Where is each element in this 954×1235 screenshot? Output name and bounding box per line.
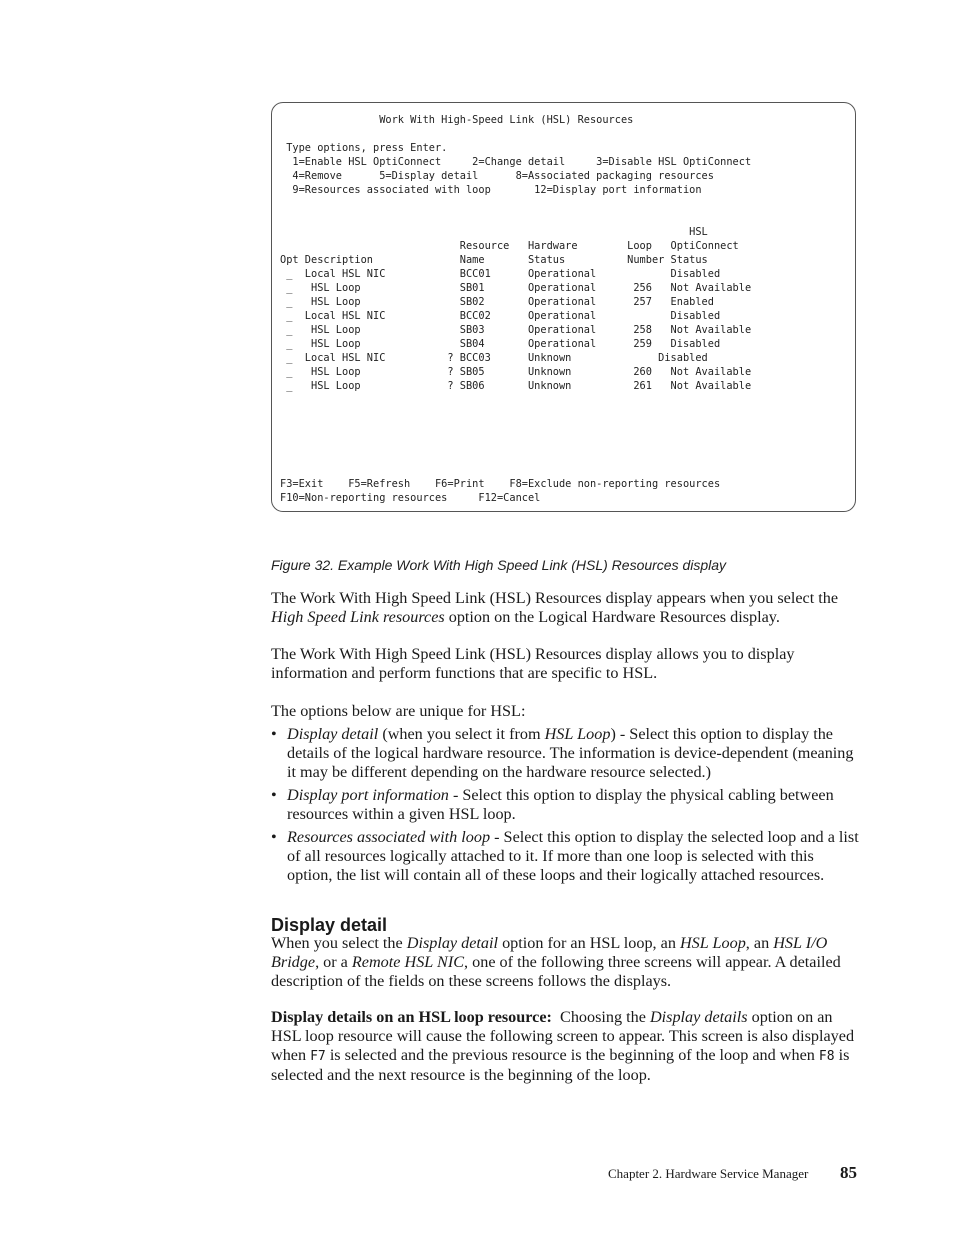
- figure-caption: Figure 32. Example Work With High Speed Link (HSL) Resources display: [271, 557, 727, 573]
- bold-lead: Display details on an HSL loop resource:: [271, 1008, 552, 1026]
- terminal-screen-text: [280, 113, 751, 505]
- option-term: Display detail: [287, 725, 379, 743]
- paragraph-intro: [271, 589, 861, 627]
- screen-line: _ HSL Loop ? SB06 Unknown 261 Not Available: [286, 380, 752, 392]
- screen-line: Opt Description Name Status Number Status: [280, 254, 708, 266]
- screen-line: 9=Resources associated with loop 12=Display port information: [292, 184, 702, 196]
- italic-term: HSL I/O Bridge: [271, 934, 828, 971]
- screen-line: 4=Remove 5=Display detail 8=Associated packaging resources: [292, 170, 714, 182]
- options-list: [271, 725, 861, 889]
- list-item: [271, 828, 861, 885]
- text-run: is selected and the next resource is the beginning of the loop.: [271, 1046, 850, 1084]
- screen-line: Work With High-Speed Link (HSL) Resources: [379, 114, 634, 126]
- screen-line: _ HSL Loop SB01 Operational 256 Not Available: [286, 282, 752, 294]
- text-run: , one of the following three screens will appear. A detailed description of the fields on these screens follows the displays.: [271, 953, 841, 990]
- text-run: , an: [745, 934, 774, 952]
- screen-line: _ HSL Loop SB03 Operational 258 Not Available: [286, 324, 752, 336]
- text-run: - Select this option to display the selected loop and a list of all resources logically attached to it. If more than one loop is selected with this option, the list will contain all of these loops and their logically attached resources.: [287, 828, 859, 884]
- paragraph-functions: The Work With High Speed Link (HSL) Resources display allows you to display information and perform functions that are specific to HSL.: [271, 645, 795, 682]
- page-number: 85: [840, 1163, 857, 1182]
- screen-line: _ HSL Loop SB04 Operational 259 Disabled: [286, 338, 721, 350]
- text-run: , or a: [315, 953, 352, 971]
- text-run: ) - Select this option to display the details of the logical hardware resource. The information is device-dependent (meaning it may be different depending on the hardware resource selected.): [287, 725, 854, 781]
- text-run: is selected and the previous resource is the beginning of the loop and when: [325, 1046, 819, 1064]
- text-run: option on the Logical Hardware Resources display.: [444, 608, 780, 626]
- paragraph-loop-resource: [271, 1008, 861, 1085]
- text-run: (when you select it from: [378, 725, 545, 743]
- screen-line: _ HSL Loop SB02 Operational 257 Enabled: [286, 296, 714, 308]
- text-run: The Work With High Speed Link (HSL) Resources display appears when you select the: [271, 589, 839, 607]
- screen-line: _ Local HSL NIC BCC02 Operational Disabled: [286, 310, 721, 322]
- screen-line: 1=Enable HSL OptiConnect 2=Change detail 3=Disable HSL OptiConnect: [292, 156, 752, 168]
- option-term: Resources associated with loop: [287, 828, 491, 846]
- italic-term: HSL Loop: [679, 934, 746, 952]
- screen-line: F10=Non-reporting resources F12=Cancel: [280, 492, 541, 504]
- list-item: [271, 725, 861, 782]
- list-item: [271, 786, 861, 824]
- section-heading: Display detail: [271, 915, 388, 935]
- italic-term: Display details: [649, 1008, 748, 1026]
- italic-term: Display detail: [406, 934, 499, 952]
- italic-term: Remote HSL NIC: [351, 953, 465, 971]
- text-run: Choosing the: [551, 1008, 650, 1026]
- italic-term: High Speed Link resources: [271, 608, 445, 626]
- option-term: Display port information: [287, 786, 449, 804]
- screen-line: _ HSL Loop ? SB05 Unknown 260 Not Available: [286, 366, 752, 378]
- screen-line: _ Local HSL NIC ? BCC03 Unknown Disabled: [286, 352, 708, 364]
- screen-line: Type options, press Enter.: [286, 142, 448, 154]
- screen-line: F3=Exit F5=Refresh F6=Print F8=Exclude non-reporting resources: [280, 478, 721, 490]
- screen-line: Resource Hardware Loop OptiConnect: [459, 240, 739, 252]
- text-run: option on an HSL loop resource will cause the following screen to appear. This screen is also displayed when: [271, 1008, 855, 1064]
- text-run: - Select this option to display the physical cabling between resources within a given HSL loop.: [287, 786, 834, 823]
- key-name: F7: [310, 1049, 326, 1064]
- footer-chapter: Chapter 2. Hardware Service Manager: [608, 1166, 809, 1181]
- key-name: F8: [818, 1049, 835, 1064]
- paragraph-options-intro: The options below are unique for HSL:: [271, 702, 526, 720]
- option-term: HSL Loop: [544, 725, 611, 743]
- terminal-screen-figure: [271, 102, 856, 512]
- screen-line: _ Local HSL NIC BCC01 Operational Disabled: [286, 268, 721, 280]
- text-run: When you select the: [271, 934, 407, 952]
- paragraph-display-detail: [271, 934, 861, 991]
- screen-line: HSL: [689, 226, 708, 238]
- text-run: option for an HSL loop, an: [498, 934, 680, 952]
